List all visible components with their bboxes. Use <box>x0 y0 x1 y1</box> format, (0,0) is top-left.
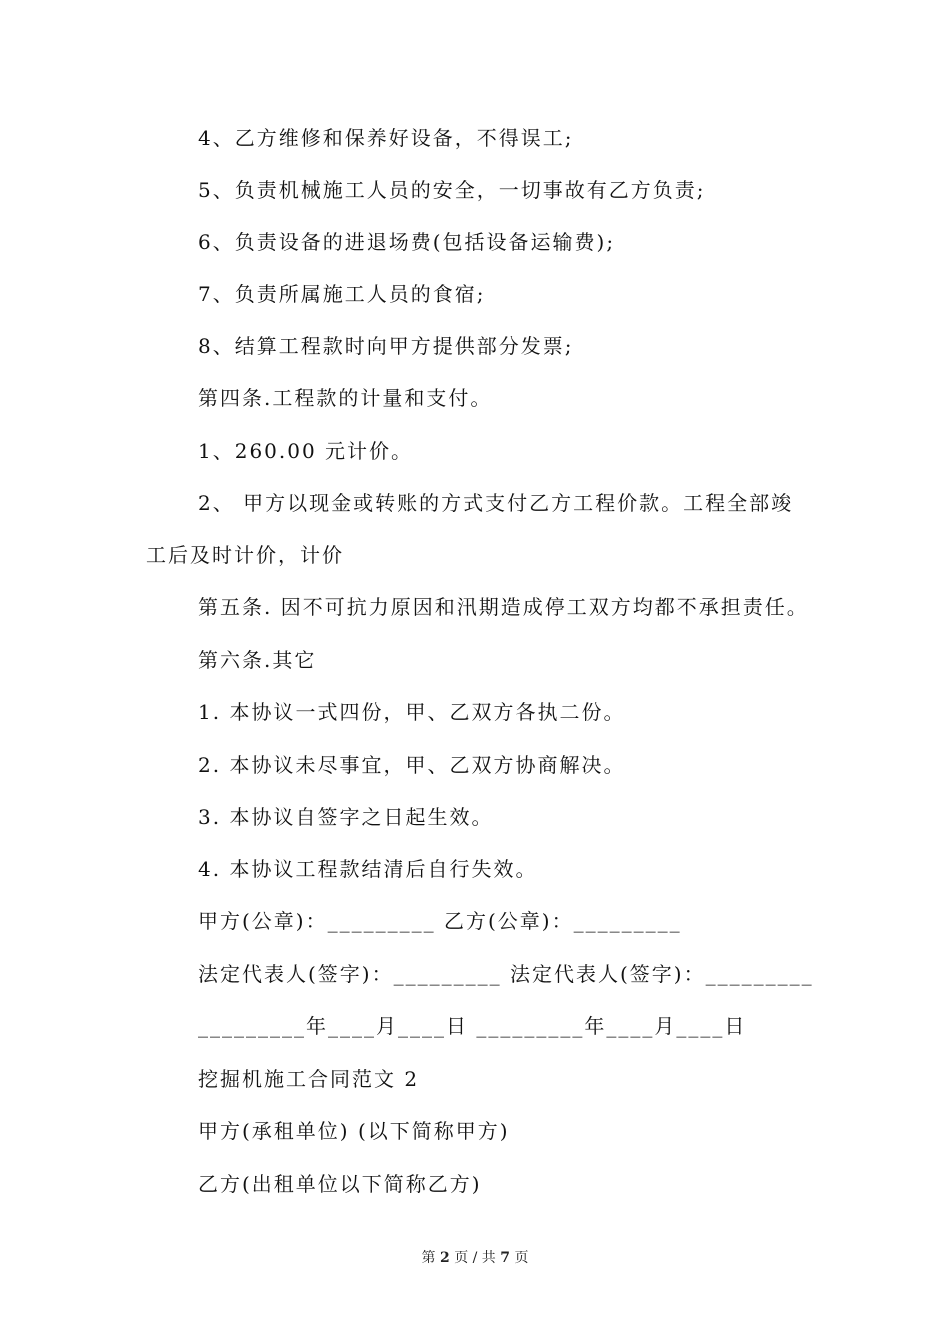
footer-middle: 页 / 共 <box>454 1250 496 1266</box>
document-title: 挖掘机施工合同范文 2 <box>198 1067 420 1091</box>
total-pages-number: 7 <box>500 1250 511 1266</box>
text-line: 7、负责所属施工人员的食宿; <box>198 282 486 306</box>
text-line: 2. 本协议未尽事宜，甲、乙双方协商解决。 <box>198 753 626 777</box>
text-line: 4. 本协议工程款结清后自行失效。 <box>198 857 538 881</box>
footer-prefix: 第 <box>421 1250 436 1266</box>
current-page-number: 2 <box>439 1250 450 1266</box>
section-heading: 第六条.其它 <box>198 648 317 672</box>
text-line: 1、260.00 元计价。 <box>198 439 414 463</box>
text-line: 1. 本协议一式四份，甲、乙双方各执二份。 <box>198 700 626 724</box>
text-line: 8、结算工程款时向甲方提供部分发票; <box>198 334 574 358</box>
text-line: 3. 本协议自签字之日起生效。 <box>198 805 494 829</box>
text-line: 工后及时计价，计价 <box>146 543 344 567</box>
text-line: 5、负责机械施工人员的安全，一切事故有乙方负责; <box>198 178 706 202</box>
text-line: 甲方(承租单位) (以下简称甲方) <box>198 1119 510 1143</box>
date-line: _________年____月____日 _________年____月____日 <box>198 1014 747 1038</box>
page-footer <box>0 1248 950 1268</box>
text-line: 乙方(出租单位以下简称乙方) <box>198 1172 482 1196</box>
signature-line: 法定代表人(签字)：_________ 法定代表人(签字)：_________ <box>198 962 814 986</box>
section-heading: 第五条. 因不可抗力原因和汛期造成停工双方均都不承担责任。 <box>198 595 809 619</box>
footer-suffix: 页 <box>514 1250 529 1266</box>
text-line: 4、乙方维修和保养好设备，不得误工; <box>198 126 574 150</box>
text-line: 2、 甲方以现金或转账的方式支付乙方工程价款。工程全部竣 <box>198 491 794 515</box>
section-heading: 第四条.工程款的计量和支付。 <box>198 386 493 410</box>
text-line: 6、负责设备的进退场费(包括设备运输费); <box>198 230 616 254</box>
signature-line: 甲方(公章)：_________ 乙方(公章)：_________ <box>198 909 682 933</box>
